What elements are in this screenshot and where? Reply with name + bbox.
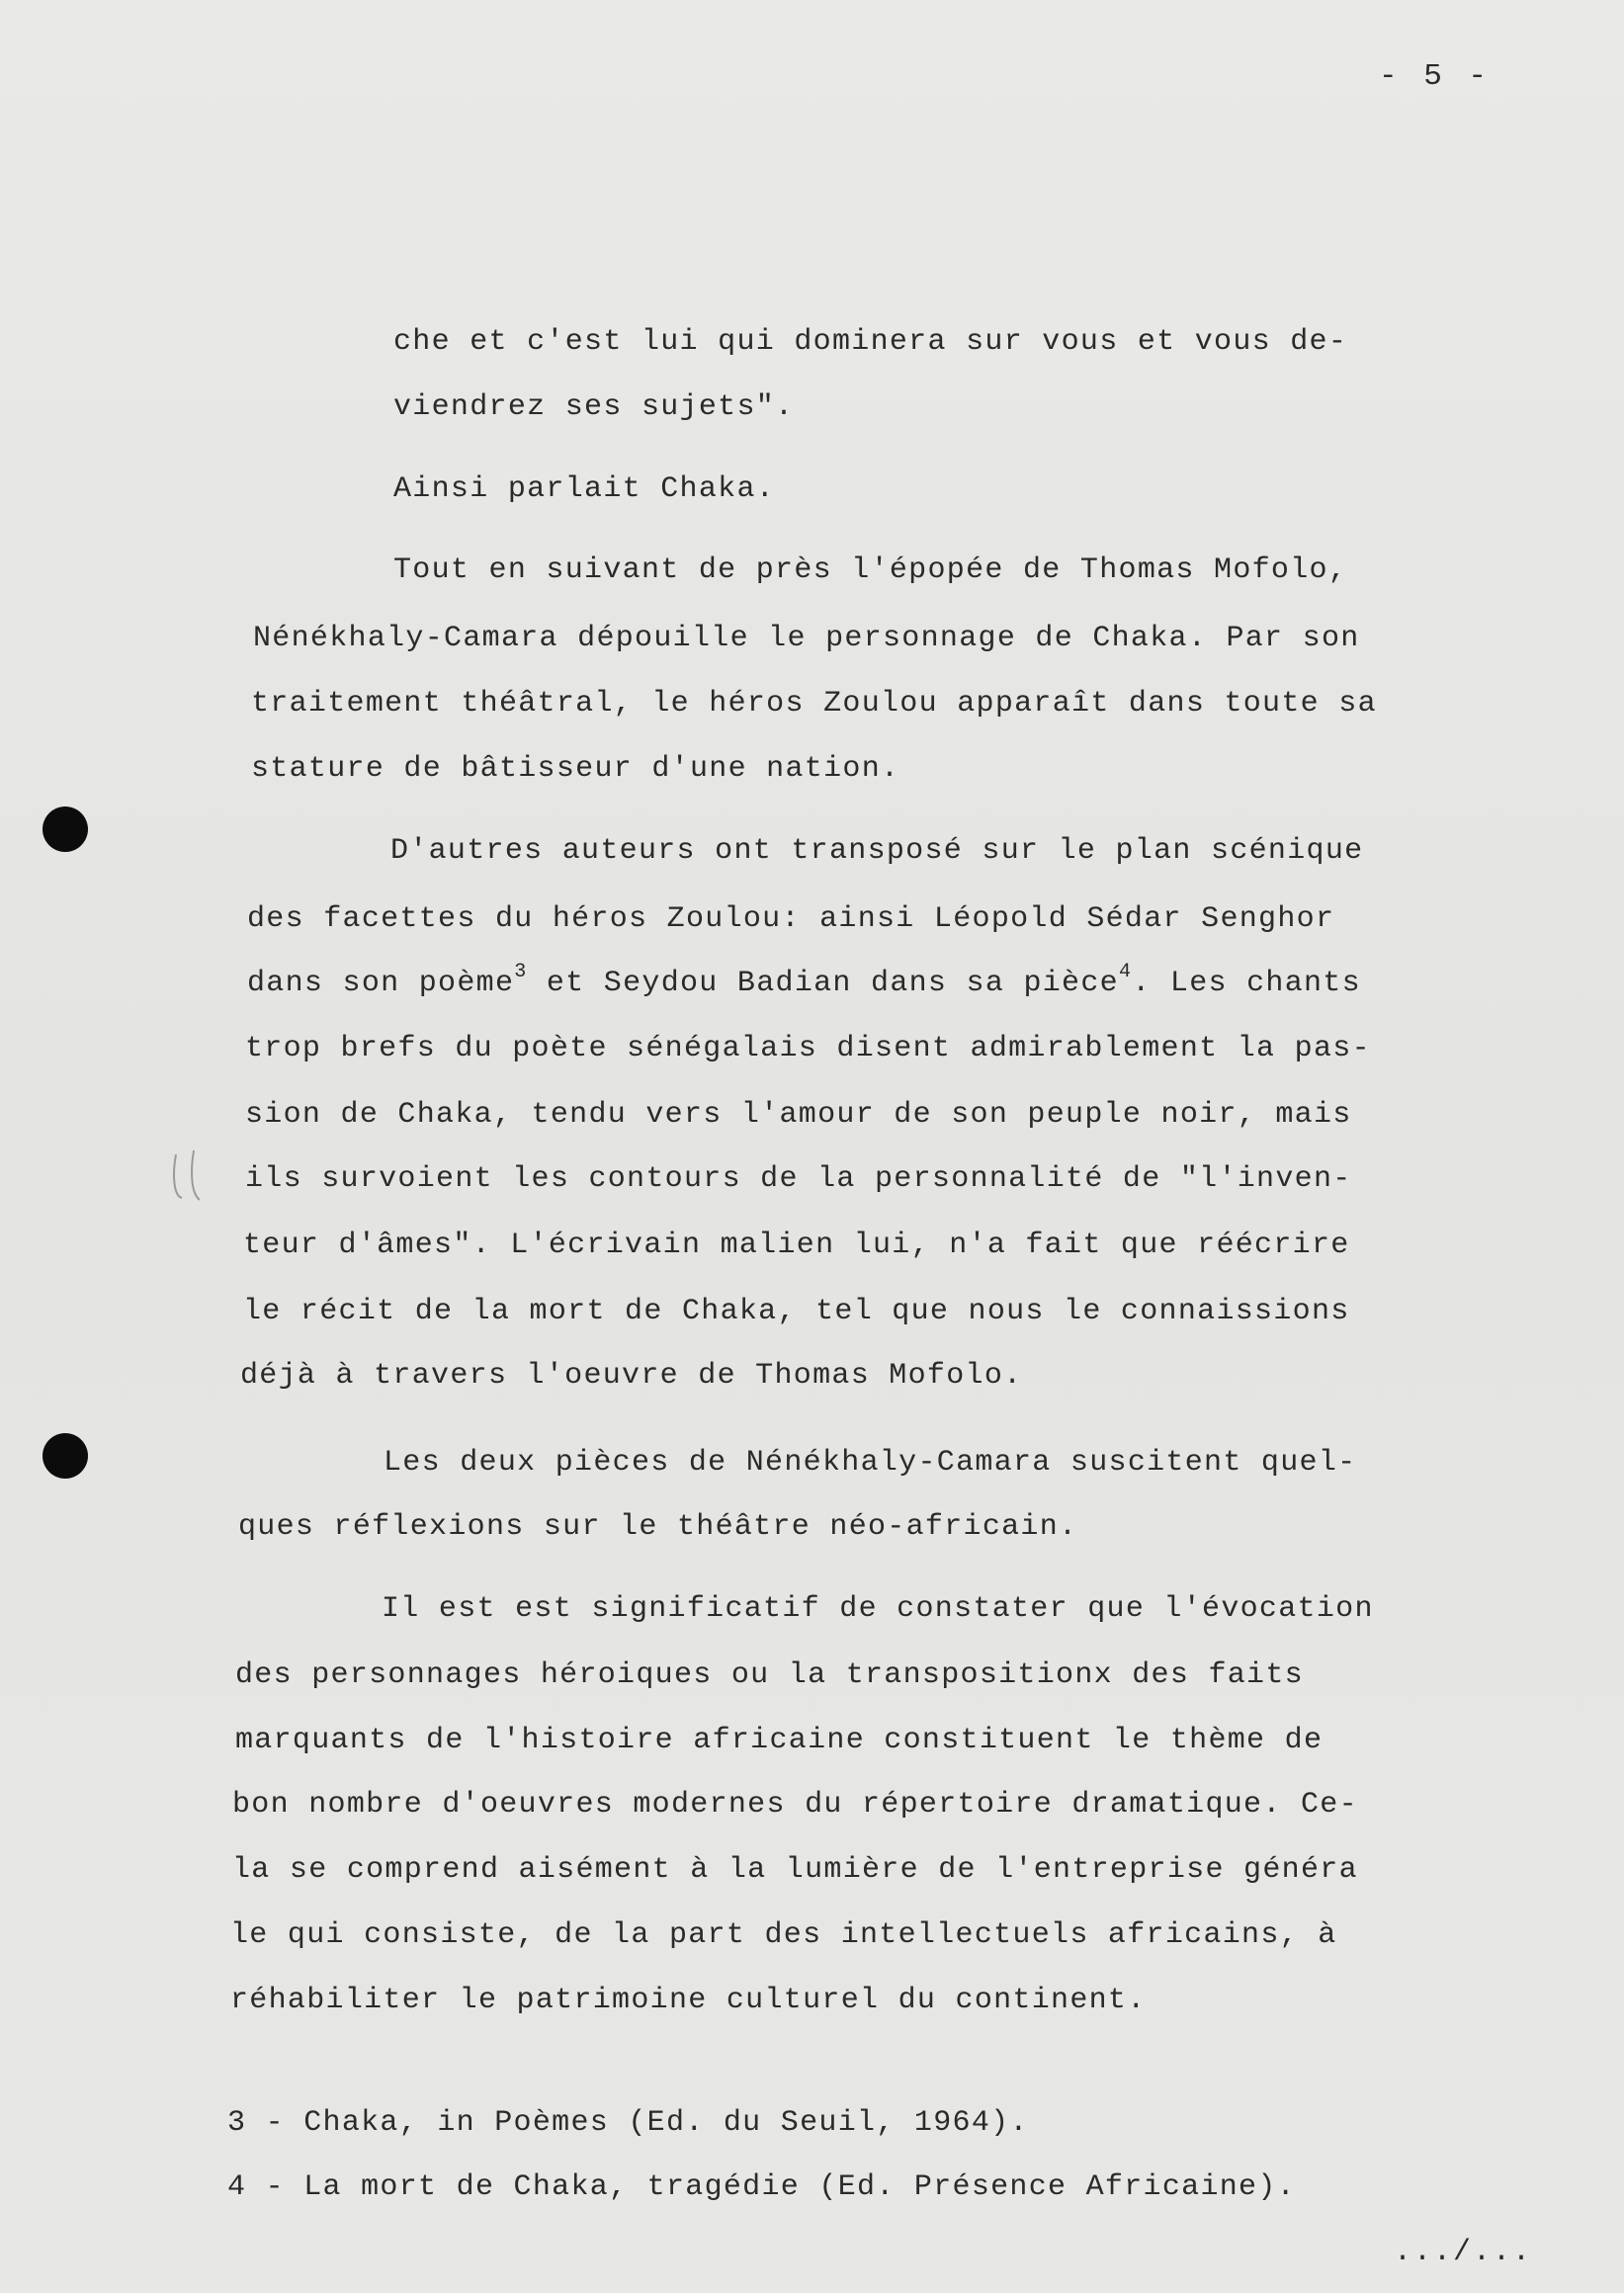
paragraph-6-line-2: des personnages héroiques ou la transpositionx des faits xyxy=(235,1658,1304,1692)
paragraph-4-line-6: ils survoient les contours de la personnalité de "l'inven- xyxy=(245,1162,1352,1196)
footnote-ref-4: 4 xyxy=(1118,961,1133,983)
footnote-ref-3: 3 xyxy=(514,961,528,983)
paragraph-1-line-1: che et c'est lui qui dominera sur vous et vous de- xyxy=(393,325,1348,359)
paragraph-4-line-1: D'autres auteurs ont transposé sur le plan scénique xyxy=(390,834,1364,868)
paragraph-5-line-1: Les deux pièces de Nénékhaly-Camara suscitent quel- xyxy=(384,1446,1357,1480)
footnote-3: 3 - Chaka, in Poèmes (Ed. du Seuil, 1964). xyxy=(227,2106,1029,2140)
paragraph-6-line-6: le qui consiste, de la part des intellectuels africains, à xyxy=(230,1918,1337,1952)
page-number: - 5 - xyxy=(1379,59,1492,94)
paragraph-4-line-2: des facettes du héros Zoulou: ainsi Léopold Sédar Senghor xyxy=(247,902,1335,936)
paragraph-6-line-3: marquants de l'histoire africaine constituent le thème de xyxy=(235,1724,1324,1757)
paragraph-6-line-5: la se comprend aisément à la lumière de l'entreprise généra xyxy=(232,1853,1358,1887)
continuation-mark: .../... xyxy=(1394,2236,1533,2269)
paragraph-4-line-5: sion de Chaka, tendu vers l'amour de son peuple noir, mais xyxy=(245,1098,1352,1132)
handwritten-margin-mark xyxy=(168,1146,217,1206)
paragraph-6-line-7: réhabiliter le patrimoine culturel du continent. xyxy=(230,1984,1147,2017)
paragraph-4-line-9: déjà à travers l'oeuvre de Thomas Mofolo. xyxy=(240,1359,1023,1393)
paragraph-6-line-1: Il est est significatif de constater que l'évocation xyxy=(382,1592,1374,1626)
paragraph-1-line-2: viendrez ses sujets". xyxy=(393,390,795,424)
punch-hole-bottom xyxy=(43,1433,88,1479)
paragraph-4-line-3-part-2: et Seydou Badian dans sa pièce xyxy=(546,967,1119,1000)
paragraph-4-line-8: le récit de la mort de Chaka, tel que nous le connaissions xyxy=(243,1295,1350,1328)
paragraph-3-line-4: stature de bâtisseur d'une nation. xyxy=(251,752,900,786)
paragraph-5-line-2: ques réflexions sur le théâtre néo-africain. xyxy=(238,1510,1078,1544)
punch-hole-top xyxy=(43,807,88,852)
paragraph-4-line-3-part-3: . Les chants xyxy=(1132,967,1361,1000)
paragraph-4-line-4: trop brefs du poète sénégalais disent admirablement la pas- xyxy=(245,1032,1371,1065)
paragraph-6-line-4: bon nombre d'oeuvres modernes du répertoire dramatique. Ce- xyxy=(232,1788,1358,1822)
paragraph-3-line-3: traitement théâtral, le héros Zoulou apparaît dans toute sa xyxy=(251,687,1377,721)
paragraph-3-line-1: Tout en suivant de près l'épopée de Thomas Mofolo, xyxy=(393,553,1348,587)
footnote-4: 4 - La mort de Chaka, tragédie (Ed. Présence Africaine). xyxy=(227,2170,1296,2204)
paragraph-3-line-2: Nénékhaly-Camara dépouille le personnage de Chaka. Par son xyxy=(253,622,1360,655)
paragraph-4-line-7: teur d'âmes". L'écrivain malien lui, n'a fait que réécrire xyxy=(243,1229,1350,1262)
paragraph-4-line-3 xyxy=(247,961,1361,1001)
paragraph-4-line-3-part-1: dans son poème xyxy=(247,967,515,1000)
paragraph-2-line-1: Ainsi parlait Chaka. xyxy=(393,472,776,506)
